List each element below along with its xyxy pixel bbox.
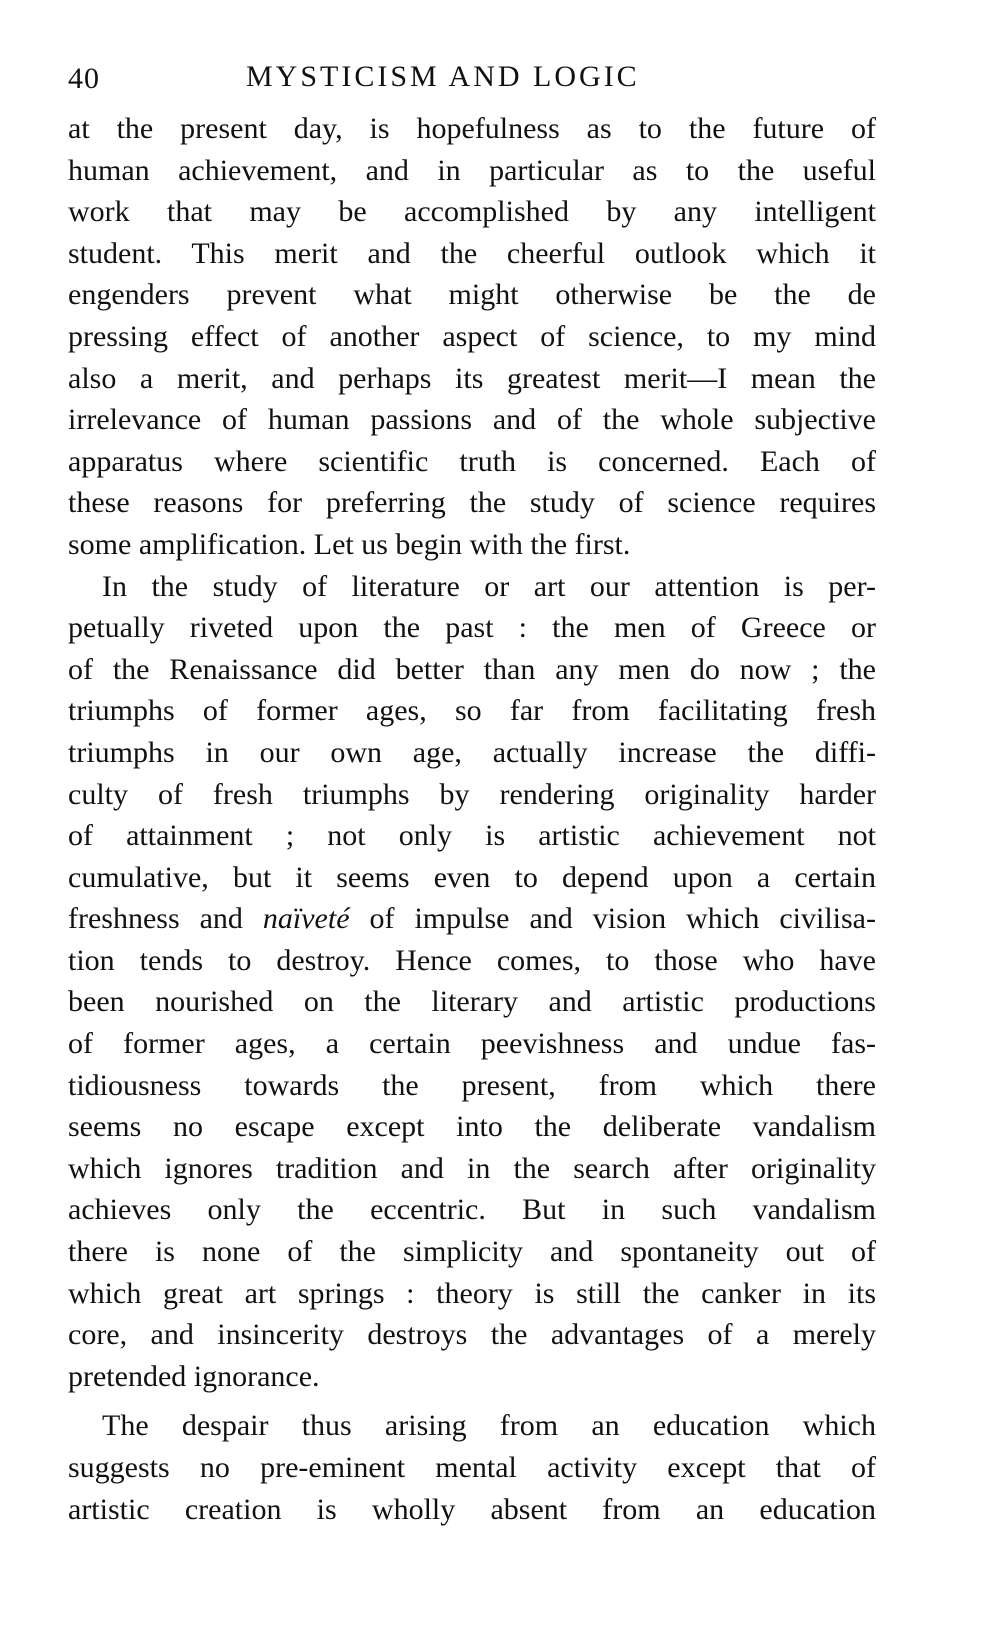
- text-line: irrelevance of human passions and of the whole subjective: [68, 403, 876, 437]
- text-line: student. This merit and the cheerful outlook which it: [68, 236, 876, 270]
- paragraph-1: [68, 108, 876, 566]
- text-line: suggests no pre-eminent mental activity except that of: [68, 1451, 876, 1484]
- text-line: triumphs of former ages, so far from facilitating fresh: [68, 694, 876, 728]
- text-line: work that may be accomplished by any intelligent: [68, 195, 876, 229]
- running-title: MYSTICISM AND LOGIC: [246, 60, 640, 93]
- text-line: tion tends to destroy. Hence comes, to those who have: [68, 943, 876, 977]
- text-line: there is none of the simplicity and spontaneity out of: [68, 1235, 876, 1269]
- text-line: human achievement, and in particular as to the useful: [68, 153, 876, 187]
- text-line: seems no escape except into the deliberate vandalism: [68, 1110, 876, 1144]
- text-line: of the Renaissance did better than any men do now ; the: [68, 652, 876, 686]
- paragraph-3: [68, 1405, 876, 1530]
- text-line: The despair thus arising from an education which: [102, 1409, 876, 1443]
- text-line: of former ages, a certain peevishness and undue fas-: [68, 1027, 876, 1061]
- text-line: also a merit, and perhaps its greatest merit—I mean the: [68, 361, 876, 395]
- running-header: [68, 60, 876, 100]
- paragraph-2: [68, 566, 876, 1398]
- text-line: triumphs in our own age, actually increase the diffi-: [68, 735, 876, 769]
- text-line-with-italic: [68, 898, 876, 940]
- italic-word: naïveté: [262, 902, 350, 936]
- text-line: engenders prevent what might otherwise be the de: [68, 278, 876, 312]
- text-line: culty of fresh triumphs by rendering originality harder: [68, 777, 876, 811]
- text-line: In the study of literature or art our attention is per-: [102, 569, 876, 603]
- text-line: apparatus where scientific truth is concerned. Each of: [68, 444, 876, 478]
- book-page: [68, 60, 876, 1530]
- text-line: some amplification. Let us begin with the first.: [68, 527, 631, 561]
- text-line: pressing effect of another aspect of science, to my mind: [68, 319, 876, 353]
- text-segment: freshness and: [68, 902, 263, 936]
- text-line: pretended ignorance.: [68, 1359, 320, 1393]
- text-line: of attainment ; not only is artistic achievement not: [68, 819, 876, 853]
- text-line: artistic creation is wholly absent from an education: [68, 1492, 876, 1526]
- text-line: petually riveted upon the past : the men of Greece or: [68, 611, 876, 645]
- text-line: these reasons for preferring the study of science requires: [68, 486, 876, 520]
- text-line: achieves only the eccentric. But in such vandalism: [68, 1193, 876, 1227]
- page-number: 40: [68, 62, 100, 95]
- text-line: which ignores tradition and in the search after originality: [68, 1151, 876, 1185]
- text-line: which great art springs : theory is still the canker in its: [68, 1276, 876, 1310]
- text-line: core, and insincerity destroys the advantages of a merely: [68, 1318, 876, 1352]
- text-line: been nourished on the literary and artistic productions: [68, 985, 876, 1019]
- text-line: at the present day, is hopefulness as to the future of: [68, 112, 876, 145]
- text-line: tidiousness towards the present, from which there: [68, 1068, 876, 1102]
- text-line: cumulative, but it seems even to depend upon a certain: [68, 860, 876, 894]
- paragraph-spacer: [68, 1397, 876, 1405]
- text-segment: of impulse and vision which civilisa-: [349, 902, 876, 936]
